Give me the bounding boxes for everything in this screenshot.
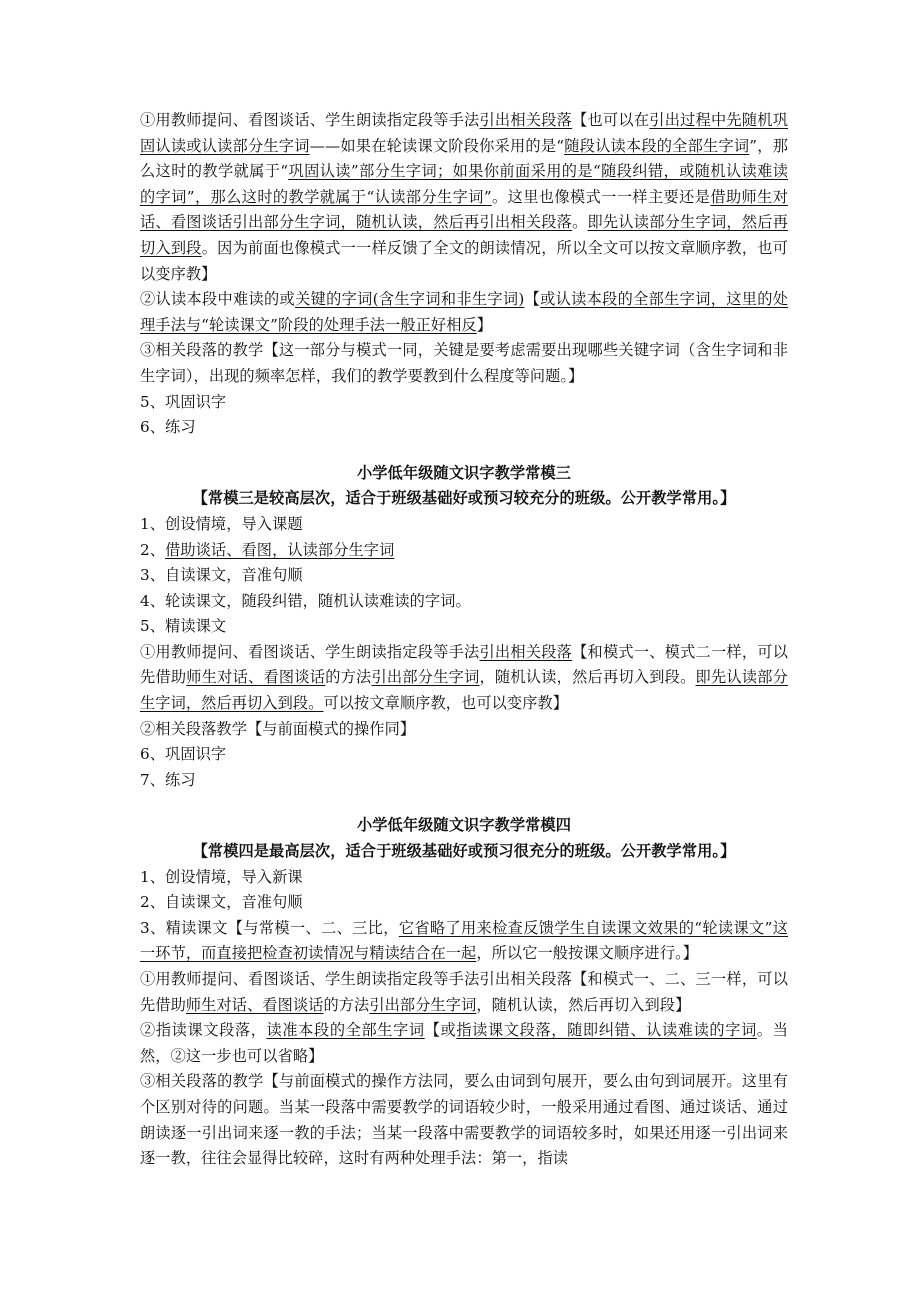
underlined-text: 它省略了用来检查反馈学生自读课文效果的“轮读课文”这一环节，而直接把检查初读情况与精读结合在一起 (140, 918, 788, 963)
text-run: 。 (572, 213, 588, 232)
text-run: 【也可以在 (572, 111, 650, 129)
underlined-text: 随段认读本段的全部生字词 (564, 136, 750, 155)
text-run: ①用教师提问、看图谈话、学生朗读指定段等手法 (140, 642, 480, 661)
underlined-text: 关键的字词(含生字词和非生字词) (295, 290, 525, 309)
section-title (140, 813, 788, 839)
text-run: ②相关段落教学【与前面模式的操作同】 (140, 719, 416, 738)
paragraph (140, 865, 788, 891)
text-run: ”，那么这时的教学就属于“ (140, 136, 789, 181)
paragraph (140, 287, 788, 338)
text-run: ③相关段落的教学【这一部分与模式一同，关键是要考虑需要出现哪些关键字词（含生字词和非生字词），出现的频率怎样，我们的教学要教到什么程度等问题。】 (140, 341, 788, 385)
paragraph (140, 563, 788, 589)
text-run: ，所以它一般按课文顺序进行。】 (476, 944, 699, 963)
text-run: 6、练习 (140, 418, 196, 437)
paragraph (140, 742, 788, 768)
text-run: ，随机认读，然后再切入到段。 (479, 668, 696, 687)
text-run: ，随机认读，然后再切入到段】 (476, 995, 691, 1014)
document-page (140, 108, 788, 1172)
underlined-text: 引出部分生字词 (371, 668, 480, 687)
underlined-text: 借助谈话、看图，认读部分生字词 (165, 540, 395, 559)
paragraph (140, 1069, 788, 1171)
underlined-text: 引出相关段落 (479, 642, 573, 661)
text-run: 4、轮读课文，随段纠错，随机认读难读的字词。 (140, 591, 471, 610)
text-run: 1、创设情境，导入课题 (140, 514, 303, 533)
text-run: 可以按文章顺序教，也可以变序教】 (323, 694, 569, 713)
underlined-text: ”部分生字词；如果你前面采用的是“随段纠错，或随机认读难读的字词”，那么这时的教学就属于“认读部分生字词” (140, 162, 788, 206)
underlined-text: 引出部分生字词 (369, 995, 477, 1014)
paragraph (140, 338, 788, 389)
text-run: ——如果在轮读课文阶段你采用的是“ (309, 136, 565, 155)
paragraph (140, 512, 788, 538)
paragraph (140, 538, 788, 564)
paragraph (140, 916, 788, 967)
text-run: 的方法 (323, 995, 370, 1014)
section-subtitle (140, 839, 788, 865)
text-run: 3、自读课文，音准句顺 (140, 566, 303, 585)
paragraph (140, 614, 788, 640)
paragraph (140, 967, 788, 1018)
underlined-text: 即先认读部分生字词，然后再切入到段 (140, 213, 788, 257)
text-run: 7、练习 (140, 770, 196, 789)
paragraph (140, 768, 788, 794)
section-title (140, 461, 788, 487)
underlined-text: 引出过程中先随机巩固认读或认读部分生字词 (140, 111, 789, 155)
text-run: 。这里也像模式一一样主要还是 (491, 187, 711, 206)
underlined-text: 即先认读部分生字词，然后再切入到段。 (140, 668, 788, 713)
underlined-text: 指读课文段落，随即纠错、认读难读的字词 (456, 1021, 757, 1040)
text-run: 】 (476, 315, 493, 334)
text-run: 【 (524, 290, 541, 309)
underlined-text: 师生对话、看图谈话 (186, 668, 326, 687)
text-run: 【常模三是较高层次，适合于班级基础好或预习较充分的班级。公开教学常用。】 (192, 489, 736, 508)
section-subtitle (140, 486, 788, 512)
text-run: 。因为前面也像模式一一样反馈了全文的朗读情况，所以全文可以按文章顺序教，也可以变序教】 (140, 238, 788, 283)
paragraph (140, 717, 788, 743)
text-run: 6、巩固识字 (140, 745, 227, 764)
paragraph (140, 589, 788, 615)
text-run: 【或 (424, 1021, 457, 1040)
text-run: ①用教师提问、看图谈话、学生朗读指定段等手法引出相关段落【和模式一、二、三一样，可以先借助 (140, 970, 788, 1014)
text-run: 。当然，②这一步也可以省略】 (140, 1021, 788, 1065)
underlined-text: 借助师生对话、看图谈话引出部分生字词，随机认读，然后再引出相关段落 (140, 187, 789, 232)
text-run: 小学低年级随文识字教学常模三 (356, 463, 572, 482)
paragraph (140, 390, 788, 416)
paragraph (140, 890, 788, 916)
text-run: ①用教师提问、看图谈话、学生朗读指定段等手法 (140, 111, 480, 129)
text-run: ③相关段落的教学【与前面模式的操作方法同，要么由词到句展开，要么由句到词展开。这里有个区别对待的问题。当某一段落中需要教学的词语较少时，一般采用通过看图、通过谈话、通过朗读逐一引出词来逐一教的手法；当某一段落中需要教学的词语较多时，如果还用逐一引出词来逐一教，往往会显得比较碎，这时有两种处理手法：第一，指读 (140, 1072, 788, 1168)
text-run: 3、精读课文【与常模一、二、三比， (140, 918, 399, 937)
text-run: 小学低年级随文识字教学常模四 (356, 816, 572, 835)
paragraph (140, 415, 788, 441)
underlined-text: 巩固认读 (288, 162, 351, 181)
text-run: 2、自读课文，音准句顺 (140, 893, 303, 912)
text-run: 2、 (140, 540, 166, 559)
text-run: ②认读本段中难读的或 (140, 290, 296, 309)
paragraph (140, 640, 788, 717)
text-run: 【和模式一、模式二一样，可以先借助 (140, 642, 788, 687)
underlined-text: 引出相关段落 (479, 111, 573, 129)
underlined-text: 读准本段的全部生字词 (266, 1021, 425, 1040)
section-gap (140, 793, 788, 813)
underlined-text: 师生对话、看图谈话 (185, 995, 324, 1014)
paragraph (140, 108, 788, 287)
text-run: 5、精读课文 (140, 617, 227, 636)
section-gap (140, 441, 788, 461)
text-run: 的方法 (325, 668, 372, 687)
paragraph (140, 1018, 788, 1069)
text-run: 5、巩固识字 (140, 392, 227, 411)
text-run: ②指读课文段落， (140, 1021, 267, 1040)
text-run: 1、创设情境，导入新课 (140, 867, 303, 886)
text-run: 【常模四是最高层次，适合于班级基础好或预习很充分的班级。公开教学常用。】 (192, 842, 736, 861)
underlined-text: 或认读本段的全部生字词，这里的处理手法与“轮读课文”阶段的处理手法一般正好相反 (140, 290, 789, 334)
